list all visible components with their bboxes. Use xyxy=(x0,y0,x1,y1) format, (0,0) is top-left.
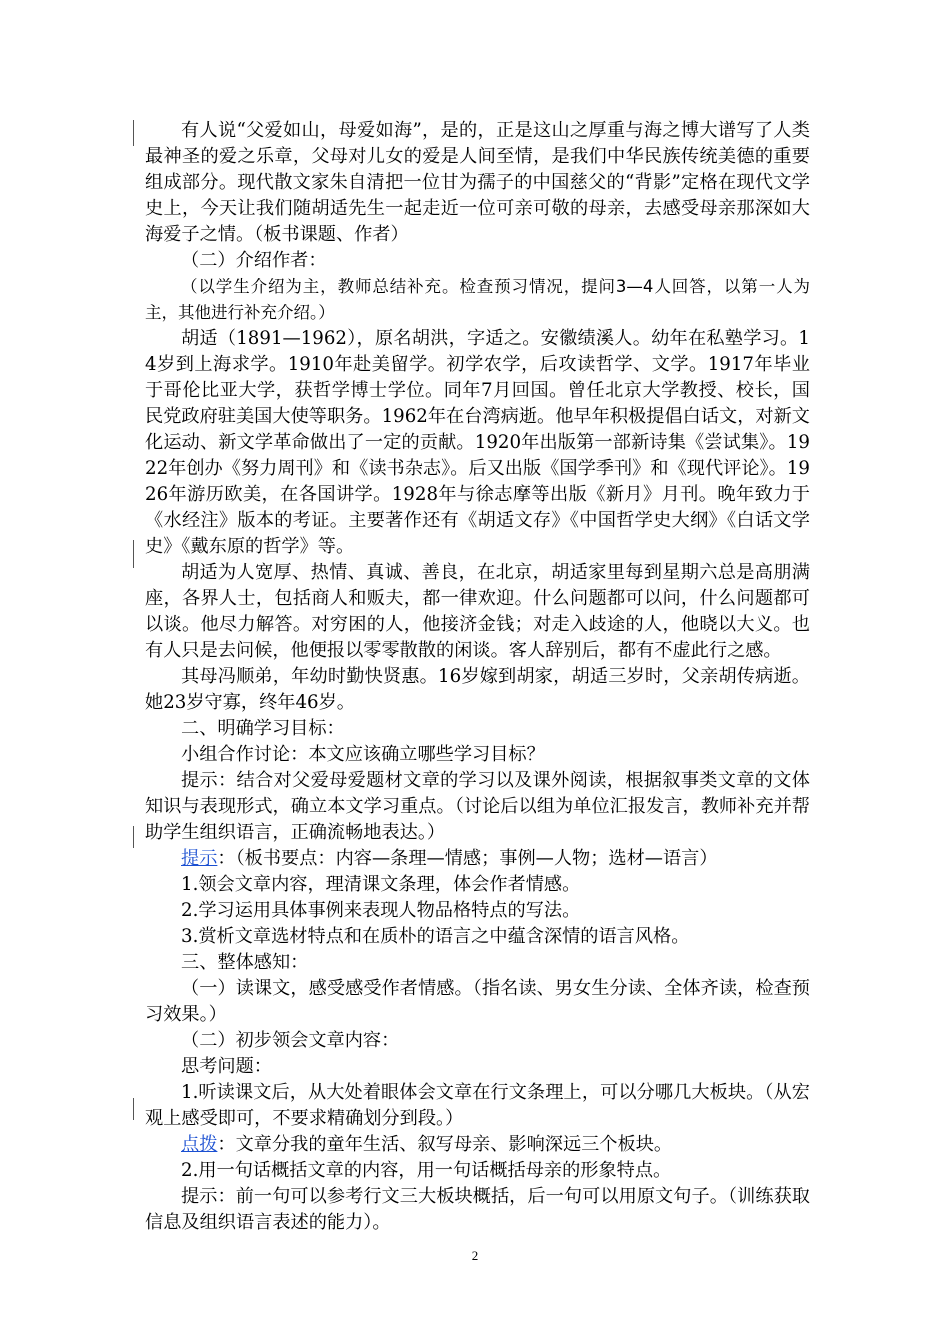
paragraph-guidance xyxy=(145,1132,810,1158)
paragraph-intro: 有人说“父爱如山，母爱如海”，是的，正是这山之厚重与海之博大谱写了人类最神圣的爱之乐章，父母对儿女的爱是人间至情，是我们中华民族传统美德的重要组成部分。现代散文家朱自清把一位甘为孺子的中国慈父的“背影”定格在现代文学史上，今天让我们随胡适先生一起走近一位可亲可敬的母亲，去感受母亲那深如大海爱子之情。（板书课题、作者） xyxy=(145,120,810,245)
board-notes-text: ：（板书要点：内容—条理—情感；事例—人物；选材—语言） xyxy=(217,848,718,869)
section-heading-goals: 二、明确学习目标： xyxy=(181,718,345,739)
change-bar xyxy=(133,1098,134,1120)
section-heading-overview: 三、整体感知： xyxy=(181,952,309,973)
goal-item-1: 1.领会文章内容，理清课文条理，体会作者情感。 xyxy=(181,874,581,895)
question-1: 1.听读课文后，从大处着眼体会文章在行文条理上，可以分哪几大板块。（从宏观上感受即可，不要求精确划分到段。） xyxy=(145,1082,810,1129)
paragraph-mother: 其母冯顺弟，年幼时勤快贤惠。16岁嫁到胡家，胡适三岁时，父亲胡传病逝。她23岁守寡，终年46岁。 xyxy=(145,666,810,713)
paragraph-discussion: 小组合作讨论：本文应该确立哪些学习目标？ xyxy=(181,744,545,765)
paragraph-hint: 提示：结合对父爱母爱题材文章的学习以及课外阅读，根据叙事类文章的文体知识与表现形式，确立本文学习重点。（讨论后以组为单位汇报发言，教师补充并帮助学生组织语言，正确流畅地表达。） xyxy=(145,770,810,843)
goal-item-3: 3.赏析文章选材特点和在质朴的语言之中蕴含深情的语言风格。 xyxy=(181,926,690,947)
paragraph-board-notes xyxy=(145,846,810,872)
change-bar xyxy=(133,826,134,848)
paragraph-final-hint: 提示：前一句可以参考行文三大板块概括，后一句可以用原文句子。（训练获取信息及组织语言表述的能力）。 xyxy=(145,1186,810,1233)
note-text: （以学生介绍为主，教师总结补充。检查预习情况，提问3—4人回答，以第一人为主，其他进行补充介绍。） xyxy=(145,277,810,322)
guidance-text: ：文章分我的童年生活、叙写母亲、影响深远三个板块。 xyxy=(217,1134,673,1155)
paragraph-author-character: 胡适为人宽厚、热情、真诚、善良，在北京，胡适家里每到星期六总是高朋满座，各界人士，包括商人和贩夫，都一律欢迎。什么问题都可以问，什么问题都可以谈。他尽力解答。对穷困的人，他接济金钱；对走入歧途的人，他晓以大义。也有人只是去问候，他便报以零零散散的闲谈。客人辞别后，都有不虚此行之感。 xyxy=(145,562,810,661)
subheading-content: （二）初步领会文章内容： xyxy=(181,1030,400,1051)
goal-item-2: 2.学习运用具体事例来表现人物品格特点的写法。 xyxy=(181,900,581,921)
hint-link[interactable]: 提示 xyxy=(181,848,218,869)
subheading-questions: 思考问题： xyxy=(181,1056,272,1077)
paragraph-author-bio: 胡适（1891—1962），原名胡洪，字适之。安徽绩溪人。幼年在私塾学习。14岁到上海求学。1910年赴美留学。初学农学，后攻读哲学、文学。1917年毕业于哥伦比亚大学，获哲学博士学位。同年7月回国。曾任北京大学教授、校长，国民党政府驻美国大使等职务。1962年在台湾病逝。他早年积极提倡白话文，对新文化运动、新文学革命做出了一定的贡献。1920年出版第一部新诗集《尝试集》。1922年创办《努力周刊》和《读书杂志》。后又出版《国学季刊》和《现代评论》。1926年游历欧美，在各国讲学。1928年与徐志摩等出版《新月》月刊。晚年致力于《水经注》版本的考证。主要著作还有《胡适文存》《中国哲学史大纲》《白话文学史》《戴东原的哲学》等。 xyxy=(145,328,810,557)
page-number: 2 xyxy=(471,1248,479,1263)
section-heading-author: （二）介绍作者： xyxy=(181,250,327,271)
question-2: 2.用一句话概括文章的内容，用一句话概括母亲的形象特点。 xyxy=(181,1160,672,1181)
change-bar xyxy=(133,540,134,568)
guidance-link[interactable]: 点拨 xyxy=(181,1134,218,1155)
paragraph-reading: （一）读课文，感受感受作者情感。（指名读、男女生分读、全体齐读，检查预习效果。） xyxy=(145,978,810,1025)
teacher-note xyxy=(145,274,810,326)
document-body xyxy=(145,118,810,1236)
change-bar xyxy=(133,120,134,146)
